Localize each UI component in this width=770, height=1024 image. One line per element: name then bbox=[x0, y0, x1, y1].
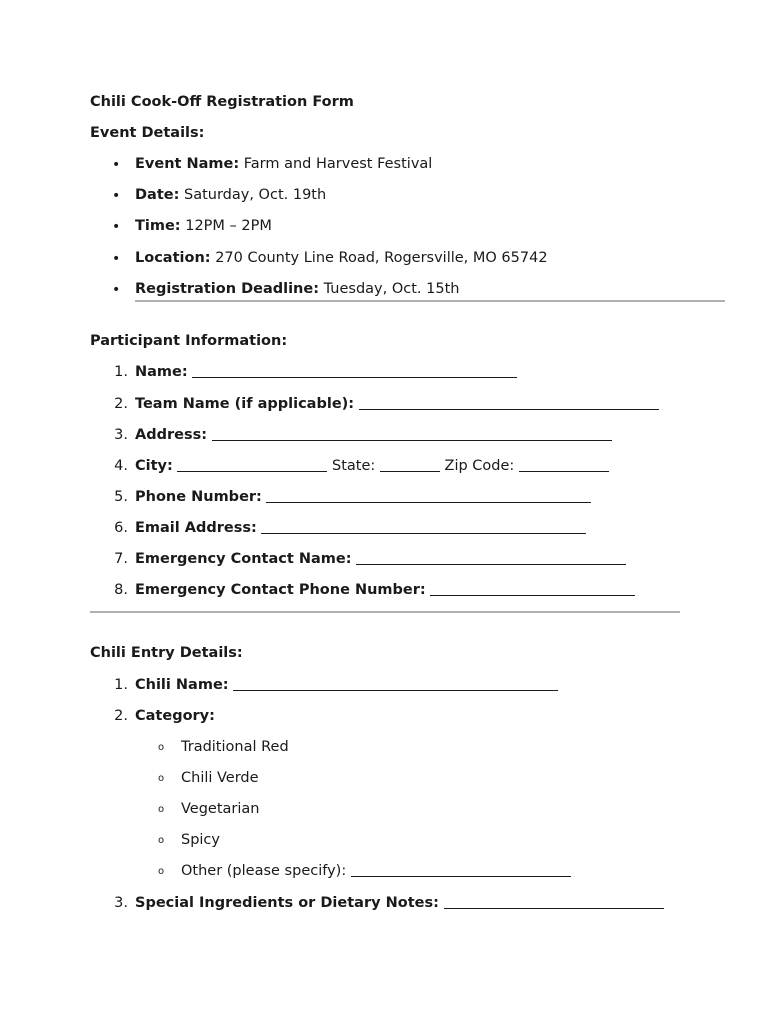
list-number: 3. bbox=[114, 895, 128, 911]
event-item-date bbox=[135, 186, 326, 204]
event-item-label: Event Name: bbox=[135, 156, 240, 172]
state-label: State: bbox=[332, 458, 376, 474]
event-item-location bbox=[135, 249, 548, 267]
state-input-line[interactable] bbox=[380, 457, 440, 472]
category-option-spicy[interactable]: Spicy bbox=[181, 832, 220, 848]
event-item-value: 12PM – 2PM bbox=[185, 218, 272, 234]
list-number: 3. bbox=[114, 427, 128, 443]
bullet-icon: • bbox=[112, 157, 121, 173]
chili-name-input-line[interactable] bbox=[233, 676, 558, 691]
circle-bullet-icon: o bbox=[158, 804, 165, 815]
field-label: Emergency Contact Phone Number: bbox=[135, 582, 426, 598]
list-number: 5. bbox=[114, 489, 128, 505]
participant-field-phone bbox=[135, 488, 591, 506]
bullet-icon: • bbox=[112, 282, 121, 298]
circle-bullet-icon: o bbox=[158, 866, 165, 877]
event-item-label: Time: bbox=[135, 218, 181, 234]
participant-field-team-name bbox=[135, 395, 659, 413]
field-label: Emergency Contact Name: bbox=[135, 551, 352, 567]
name-input-line[interactable] bbox=[192, 363, 517, 378]
field-label: Team Name (if applicable): bbox=[135, 396, 355, 412]
list-number: 6. bbox=[114, 520, 128, 536]
circle-bullet-icon: o bbox=[158, 742, 165, 753]
form-title: Chili Cook-Off Registration Form bbox=[90, 94, 354, 110]
participant-field-emergency-phone bbox=[135, 581, 635, 599]
participant-field-city-state-zip bbox=[135, 457, 609, 475]
circle-bullet-icon: o bbox=[158, 773, 165, 784]
participant-field-email bbox=[135, 519, 586, 537]
field-label: Address: bbox=[135, 427, 208, 443]
event-item-value: Tuesday, Oct. 15th bbox=[323, 281, 460, 297]
emergency-name-input-line[interactable] bbox=[356, 550, 626, 565]
address-input-line[interactable] bbox=[212, 426, 612, 441]
category-option-vegetarian[interactable]: Vegetarian bbox=[181, 801, 260, 817]
special-ingredients-input-line[interactable] bbox=[444, 894, 664, 909]
participant-field-emergency-name bbox=[135, 550, 626, 568]
category-other-label[interactable]: Other (please specify): bbox=[181, 863, 347, 879]
zip-input-line[interactable] bbox=[519, 457, 609, 472]
category-option-traditional-red[interactable]: Traditional Red bbox=[181, 739, 289, 755]
field-label: Chili Name: bbox=[135, 677, 229, 693]
phone-input-line[interactable] bbox=[266, 488, 591, 503]
participant-info-heading: Participant Information: bbox=[90, 333, 288, 349]
list-number: 2. bbox=[114, 708, 128, 724]
city-input-line[interactable] bbox=[177, 457, 327, 472]
event-item-name bbox=[135, 155, 432, 173]
field-label: Special Ingredients or Dietary Notes: bbox=[135, 895, 439, 911]
emergency-phone-input-line[interactable] bbox=[430, 581, 635, 596]
list-number: 2. bbox=[114, 396, 128, 412]
category-option-chili-verde[interactable]: Chili Verde bbox=[181, 770, 259, 786]
list-number: 4. bbox=[114, 458, 128, 474]
category-option-other bbox=[181, 862, 571, 880]
chili-field-category: Category: bbox=[135, 708, 215, 724]
section-divider bbox=[135, 300, 725, 302]
chili-field-special-ingredients bbox=[135, 894, 664, 912]
zip-label: Zip Code: bbox=[444, 458, 515, 474]
participant-field-address bbox=[135, 426, 612, 444]
section-divider bbox=[90, 611, 680, 613]
team-name-input-line[interactable] bbox=[359, 395, 659, 410]
event-details-heading: Event Details: bbox=[90, 125, 205, 141]
field-label: City: bbox=[135, 458, 173, 474]
event-item-value: Saturday, Oct. 19th bbox=[184, 187, 327, 203]
event-item-deadline bbox=[135, 280, 459, 298]
bullet-icon: • bbox=[112, 219, 121, 235]
chili-entry-heading: Chili Entry Details: bbox=[90, 645, 243, 661]
other-specify-input-line[interactable] bbox=[351, 862, 571, 877]
event-item-label: Location: bbox=[135, 250, 211, 266]
event-item-time bbox=[135, 217, 272, 235]
list-number: 1. bbox=[114, 364, 128, 380]
circle-bullet-icon: o bbox=[158, 835, 165, 846]
event-item-label: Date: bbox=[135, 187, 180, 203]
email-input-line[interactable] bbox=[261, 519, 586, 534]
list-number: 7. bbox=[114, 551, 128, 567]
bullet-icon: • bbox=[112, 251, 121, 267]
participant-field-name bbox=[135, 363, 517, 381]
event-item-label: Registration Deadline: bbox=[135, 281, 320, 297]
field-label: Name: bbox=[135, 364, 188, 380]
list-number: 1. bbox=[114, 677, 128, 693]
field-label: Phone Number: bbox=[135, 489, 262, 505]
field-label: Email Address: bbox=[135, 520, 257, 536]
bullet-icon: • bbox=[112, 188, 121, 204]
chili-field-name bbox=[135, 676, 558, 694]
list-number: 8. bbox=[114, 582, 128, 598]
event-item-value: 270 County Line Road, Rogersville, MO 65742 bbox=[215, 250, 548, 266]
event-item-value: Farm and Harvest Festival bbox=[243, 156, 433, 172]
